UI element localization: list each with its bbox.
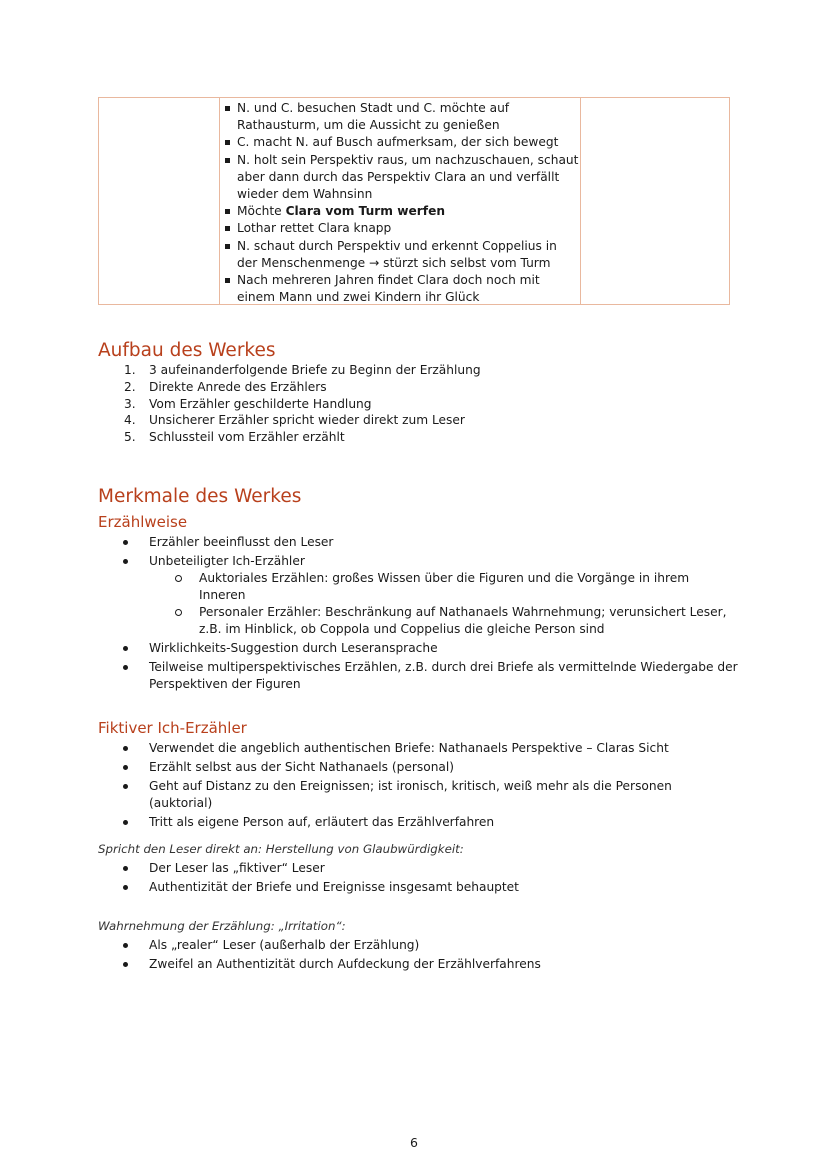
note-spricht: Spricht den Leser direkt an: Herstellung von Glaubwürdigkeit:: [98, 842, 464, 856]
list-item: Geht auf Distanz zu den Ereignissen; ist ironisch, kritisch, weiß mehr als die Personen (auktorial): [98, 778, 738, 812]
list-item: N. und C. besuchen Stadt und C. möchte auf Rathausturm, um die Aussicht zu genießen: [220, 100, 580, 134]
note-wahrnehmung: Wahrnehmung der Erzählung: „Irritation“:: [98, 919, 346, 933]
list-number: 4.: [124, 413, 136, 428]
list-item: Nach mehreren Jahren findet Clara doch noch mit einem Mann und zwei Kindern ihr Glück: [220, 272, 580, 306]
list-item: Lothar rettet Clara knapp: [220, 220, 580, 237]
list-text: Unsicherer Erzähler spricht wieder direkt zum Leser: [149, 413, 465, 428]
list-text: 3 aufeinanderfolgende Briefe zu Beginn der Erzählung: [149, 363, 481, 377]
list-item: [98, 412, 698, 429]
table-cell-left: [99, 98, 220, 304]
heading-fiktiver-ich-erzaehler: Fiktiver Ich-Erzähler: [98, 719, 247, 737]
sub-list: [149, 570, 738, 638]
list-item: Der Leser las „fiktiver“ Leser: [98, 860, 738, 877]
heading-erzaehlweise: Erzählweise: [98, 513, 188, 531]
list-text: Unbeteiligter Ich-Erzähler: [149, 554, 305, 568]
list-item: C. macht N. auf Busch aufmerksam, der sich bewegt: [220, 134, 580, 151]
sub-list-item: Personaler Erzähler: Beschränkung auf Nathanaels Wahrnehmung; verunsichert Leser, z.B. im Hinblick, ob Coppola und Coppelius die gleiche Person sind: [149, 604, 738, 638]
erzaehlweise-list: [98, 534, 738, 695]
list-item: Authentizität der Briefe und Ereignisse insgesamt behauptet: [98, 879, 738, 896]
list-item: Erzählt selbst aus der Sicht Nathanaels (personal): [98, 759, 738, 776]
list-number: 3.: [124, 396, 136, 411]
text-run: stürzt sich selbst vom Turm: [379, 255, 551, 270]
list-item: [98, 429, 698, 446]
aufbau-list: [98, 362, 698, 446]
list-item: [98, 553, 738, 638]
table-cell-bullets: [220, 100, 580, 306]
list-item: [98, 396, 698, 413]
text-run: Möchte: [237, 204, 286, 219]
wahrnehmung-list: [98, 937, 738, 975]
list-number: 5.: [124, 430, 136, 445]
summary-table: [98, 97, 730, 305]
heading-merkmale: Merkmale des Werkes: [98, 486, 302, 507]
list-number: 1.: [124, 363, 136, 377]
sub-list-item: Auktoriales Erzählen: großes Wissen über die Figuren und die Vorgänge in ihrem Inneren: [149, 570, 738, 604]
text-run: N. schaut durch Perspektiv und erkennt Coppelius in der Menschenmenge: [237, 238, 557, 270]
list-number: 2.: [124, 379, 136, 394]
list-item: Erzähler beeinflusst den Leser: [98, 534, 738, 551]
list-text: Direkte Anrede des Erzählers: [149, 379, 327, 394]
list-item: [98, 379, 698, 396]
table-cell-right: [580, 98, 729, 304]
list-item: [220, 238, 580, 272]
list-item: [98, 362, 698, 379]
arrow-icon: →: [369, 255, 380, 270]
page-number: 6: [410, 1135, 418, 1150]
list-item: Als „realer“ Leser (außerhalb der Erzählung): [98, 937, 738, 954]
list-item: Teilweise multiperspektivisches Erzählen, z.B. durch drei Briefe als vermittelnde Wiedergabe der Perspektiven der Figuren: [98, 659, 738, 693]
list-item: N. holt sein Perspektiv raus, um nachzuschauen, schaut aber dann durch das Perspektiv Clara an und verfällt wieder dem Wahnsinn: [220, 152, 580, 204]
list-text: Vom Erzähler geschilderte Handlung: [149, 396, 372, 411]
bold-text: Clara vom Turm werfen: [285, 204, 446, 219]
list-item: Tritt als eigene Person auf, erläutert das Erzählverfahren: [98, 814, 738, 831]
fiktiv-list: [98, 740, 738, 833]
spricht-list: [98, 860, 738, 898]
list-item: [220, 203, 580, 220]
list-item: Verwendet die angeblich authentischen Briefe: Nathanaels Perspektive – Claras Sicht: [98, 740, 738, 757]
list-item: Zweifel an Authentizität durch Aufdeckung der Erzählverfahrens: [98, 956, 738, 973]
heading-aufbau: Aufbau des Werkes: [98, 340, 276, 361]
list-item: Wirklichkeits-Suggestion durch Leseransprache: [98, 640, 738, 657]
list-text: Schlussteil vom Erzähler erzählt: [149, 430, 345, 445]
